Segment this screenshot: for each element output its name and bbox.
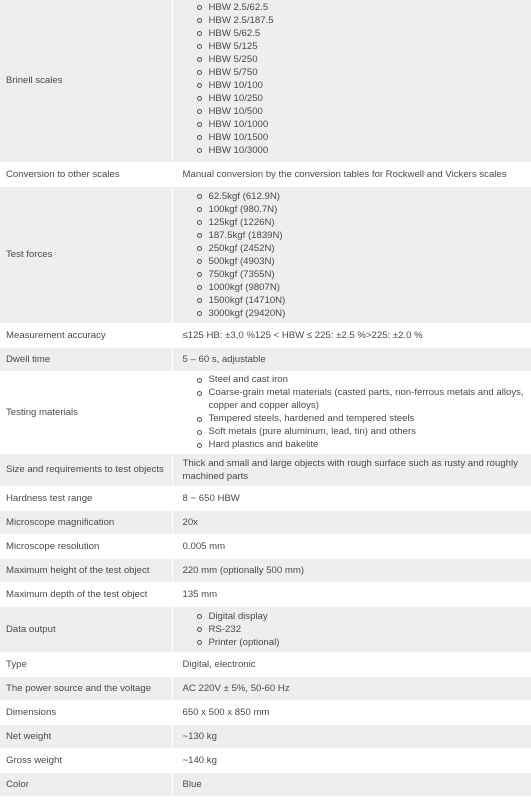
list-item: HBW 10/100	[209, 79, 531, 92]
list-item: 3000kgf (29420N)	[209, 307, 531, 320]
table-row	[0, 652, 531, 676]
row-label: Testing materials	[0, 371, 172, 453]
row-label: Maximum height of the test object	[0, 558, 172, 582]
table-row	[0, 534, 531, 558]
row-label: Color	[0, 772, 172, 796]
list-item: Tempered steels, hardened and tempered steels	[209, 412, 531, 425]
row-value: AC 220V ± 5%, 50-60 Hz	[172, 676, 531, 700]
table-row	[0, 0, 531, 162]
row-label: Microscope magnification	[0, 510, 172, 534]
list-item: Printer (optional)	[209, 636, 531, 649]
row-label: Hardness test range	[0, 486, 172, 510]
list-item: Soft metals (pure aluminum, lead, tin) and others	[209, 425, 531, 438]
row-value: Blue	[172, 772, 531, 796]
list-item: 750kgf (7355N)	[209, 268, 531, 281]
table-row	[0, 323, 531, 347]
row-label: Maximum depth of the test object	[0, 582, 172, 606]
list-item: 500kgf (4903N)	[209, 255, 531, 268]
row-value: 220 mm (optionally 500 mm)	[172, 558, 531, 582]
list-item: 1500kgf (14710N)	[209, 294, 531, 307]
list-item: 187.5kgf (1839N)	[209, 229, 531, 242]
list-item: HBW 10/250	[209, 92, 531, 105]
row-label: Conversion to other scales	[0, 162, 172, 186]
row-value	[172, 606, 531, 652]
table-row	[0, 453, 531, 486]
table-row	[0, 510, 531, 534]
list-item: HBW 10/500	[209, 105, 531, 118]
row-label: Microscope resolution	[0, 534, 172, 558]
row-value: 20x	[172, 510, 531, 534]
list-item: HBW 2.5/187.5	[209, 14, 531, 27]
row-label: Net weight	[0, 724, 172, 748]
list-item: 1000kgf (9807N)	[209, 281, 531, 294]
list-item: RS-232	[209, 623, 531, 636]
table-row	[0, 371, 531, 453]
list-item: Steel and cast iron	[209, 373, 531, 386]
row-value: 8 ~ 650 HBW	[172, 486, 531, 510]
list-item: HBW 10/1000	[209, 118, 531, 131]
brinell-scales-list	[183, 1, 531, 157]
list-item: HBW 2.5/62.5	[209, 1, 531, 14]
test-forces-list	[183, 190, 531, 320]
row-value: ~140 kg	[172, 748, 531, 772]
row-value: Digital, electronic	[172, 652, 531, 676]
row-value: 135 mm	[172, 582, 531, 606]
table-row	[0, 676, 531, 700]
table-row	[0, 186, 531, 323]
testing-materials-list	[183, 373, 531, 451]
row-value	[172, 0, 531, 162]
row-value-text: Thick and small and large objects with rough surface such as rusty and roughly machined parts	[182, 457, 518, 482]
row-value	[172, 371, 531, 453]
row-label: Gross weight	[0, 748, 172, 772]
table-row	[0, 748, 531, 772]
row-value: 5 – 60 s, adjustable	[172, 347, 531, 371]
list-item: HBW 5/750	[209, 66, 531, 79]
table-row	[0, 724, 531, 748]
list-item: HBW 5/62.5	[209, 27, 531, 40]
table-row	[0, 700, 531, 724]
row-label: Size and requirements to test objects	[0, 453, 172, 486]
row-value	[172, 186, 531, 323]
list-item: 62.5kgf (612.9N)	[209, 190, 531, 203]
row-label: Measurement accuracy	[0, 323, 172, 347]
row-label: Data output	[0, 606, 172, 652]
list-item: HBW 5/250	[209, 53, 531, 66]
row-value: 650 x 500 x 850 mm	[172, 700, 531, 724]
table-row	[0, 772, 531, 796]
table-row	[0, 558, 531, 582]
row-label: Dwell time	[0, 347, 172, 371]
table-row	[0, 162, 531, 186]
list-item: HBW 5/125	[209, 40, 531, 53]
row-value	[172, 453, 531, 486]
row-value: 0.005 mm	[172, 534, 531, 558]
row-label: Type	[0, 652, 172, 676]
row-label: Test forces	[0, 186, 172, 323]
data-output-list	[183, 610, 531, 649]
list-item: HBW 10/1500	[209, 131, 531, 144]
list-item: 100kgf (980.7N)	[209, 203, 531, 216]
row-value: Manual conversion by the conversion tables for Rockwell and Vickers scales	[172, 162, 531, 186]
row-label: Brinell scales	[0, 0, 172, 162]
row-label: Dimensions	[0, 700, 172, 724]
list-item: Hard plastics and bakelite	[209, 438, 531, 451]
row-label: The power source and the voltage	[0, 676, 172, 700]
row-value: ≤125 HB: ±3,0 %125 < HBW ≤ 225: ±2.5 %>225: ±2.0 %	[172, 323, 531, 347]
table-row	[0, 347, 531, 371]
list-item: Coarse-grain metal materials (casted parts, non-ferrous metals and alloys, copper and copper alloys)	[209, 386, 531, 412]
list-item: 250kgf (2452N)	[209, 242, 531, 255]
table-row	[0, 486, 531, 510]
table-row	[0, 582, 531, 606]
row-value: ~130 kg	[172, 724, 531, 748]
list-item: 125kgf (1226N)	[209, 216, 531, 229]
list-item: Digital display	[209, 610, 531, 623]
table-row	[0, 606, 531, 652]
list-item: HBW 10/3000	[209, 144, 531, 157]
